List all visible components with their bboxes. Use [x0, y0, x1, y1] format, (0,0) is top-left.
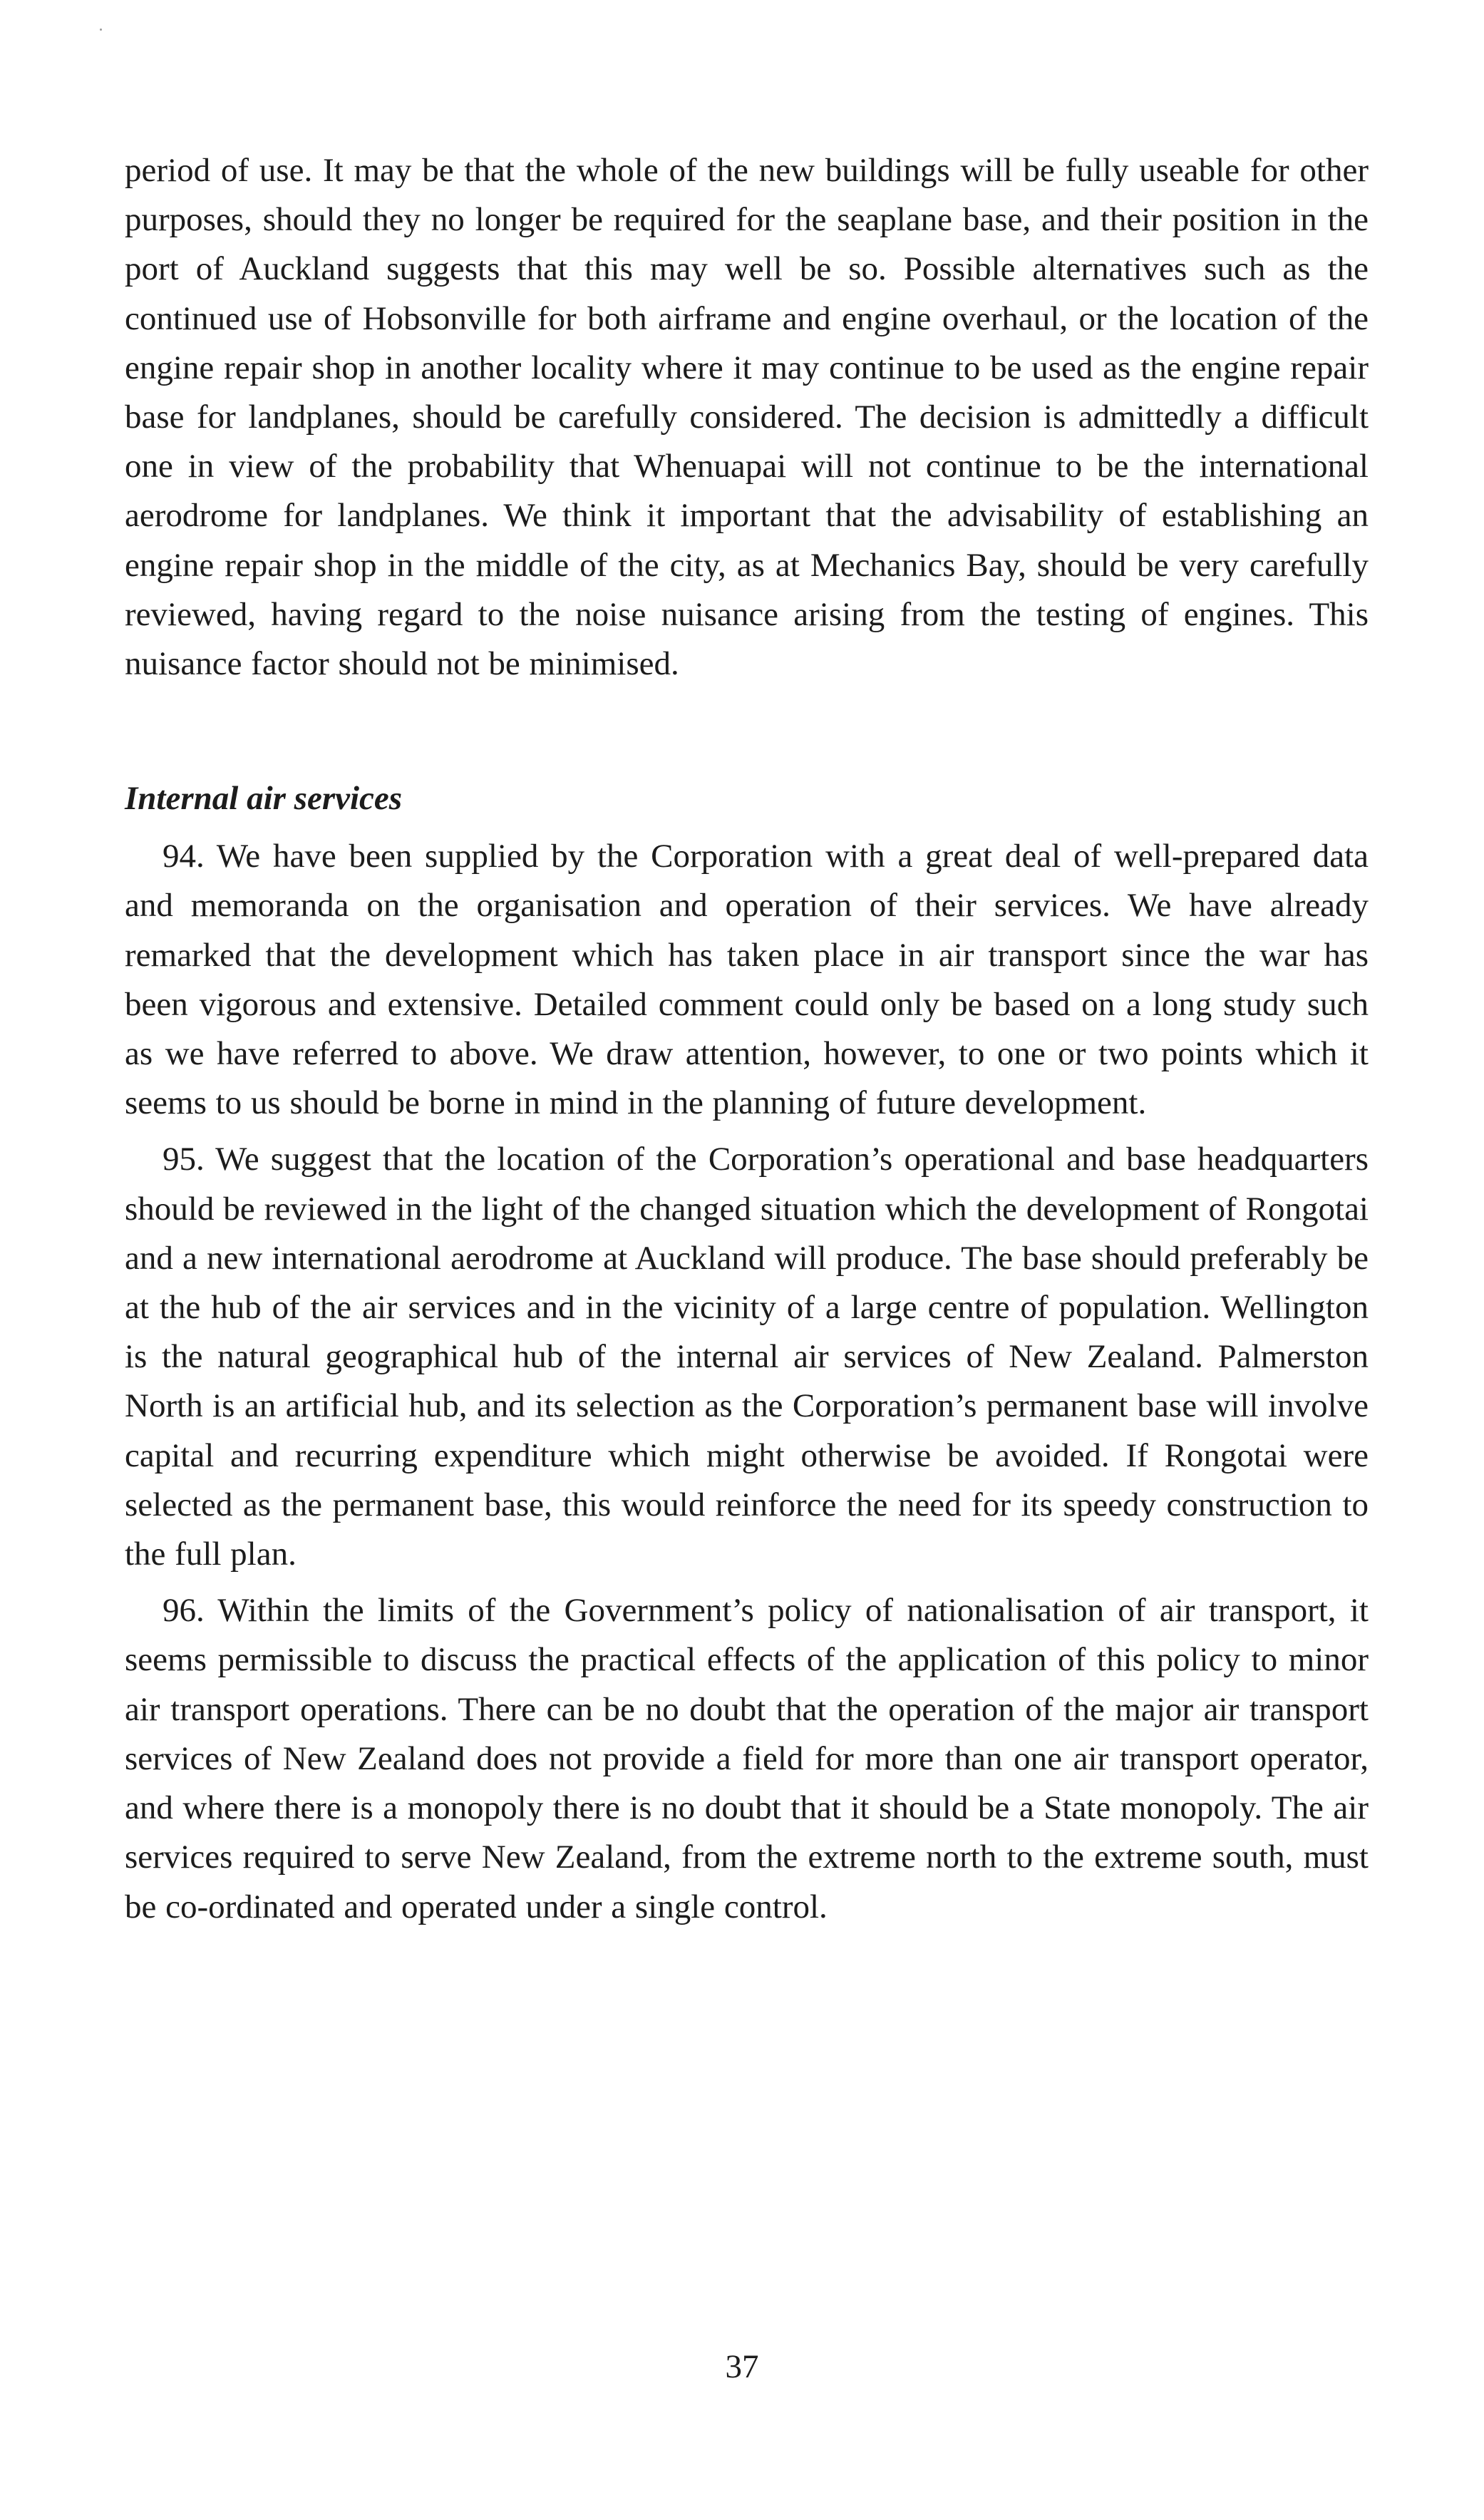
continued-paragraph: period of use. It may be that the whole of the new buildings will be fully useable for other purposes, should they no longer be required for the seaplane base, and their position in the port of Auckland suggests that this may well be so. Possible alternatives such as the continued use of Hobsonville for both airframe and engine overhaul, or the location of the engine repair shop in another locality where it may continue to be used as the engine repair base for landplanes, should be carefully considered. The decision is admittedly a difficult one in view of the probability that Whenuapai will not continue to be the international aerodrome for landplanes. We think it important that the advisability of establishing an engine repair shop in the middle of the city, as at Mechanics Bay, should be very carefully reviewed, having regard to the noise nuisance arising from the testing of engines. This nuisance factor should not be minimised. — [125, 152, 1369, 683]
paragraph-96: 96. Within the limits of the Government’s policy of nationalisation of air transport, it seems permissible to discuss the practical effects of the application of this policy to minor air transport operations. There can be no doubt that the operation of the major air transport services of New Zealand does not provide a field for more than one air transport operator, and where there is a monopoly there is no doubt that it should be a State monopoly. The air services required to serve New Zealand, from the extreme north to the extreme south, must be co-ordinated and operated under a single control. — [125, 1592, 1369, 1925]
document-page — [125, 146, 1369, 1932]
section-heading: Internal air services — [125, 780, 403, 818]
scan-speck — [100, 29, 102, 31]
page-number: 37 — [725, 2348, 759, 2385]
paragraph-95: 95. We suggest that the location of the Corporation’s operational and base headquarters should be reviewed in the light of the changed situation which the development of Rongotai and a new international aerodrome at Auckland will produce. The base should preferably be at the hub of the air services and in the vicinity of a large centre of population. Wellington is the natural geographical hub of the internal air services of New Zealand. Palmerston North is an artificial hub, and its selection as the Corporation’s permanent base will involve capital and recurring expenditure which might otherwise be avoided. If Rongotai were selected as the permanent base, this would reinforce the need for its speedy construction to the full plan. — [125, 1141, 1369, 1573]
paragraph-94: 94. We have been supplied by the Corporation with a great deal of well-prepared data and memoranda on the organisation and operation of their services. We have already remarked that the development which has taken place in air transport since the war has been vigorous and extensive. Detailed comment could only be based on a long study such as we have referred to above. We draw attention, however, to one or two points which it seems to us should be borne in mind in the planning of future development. — [125, 838, 1369, 1122]
